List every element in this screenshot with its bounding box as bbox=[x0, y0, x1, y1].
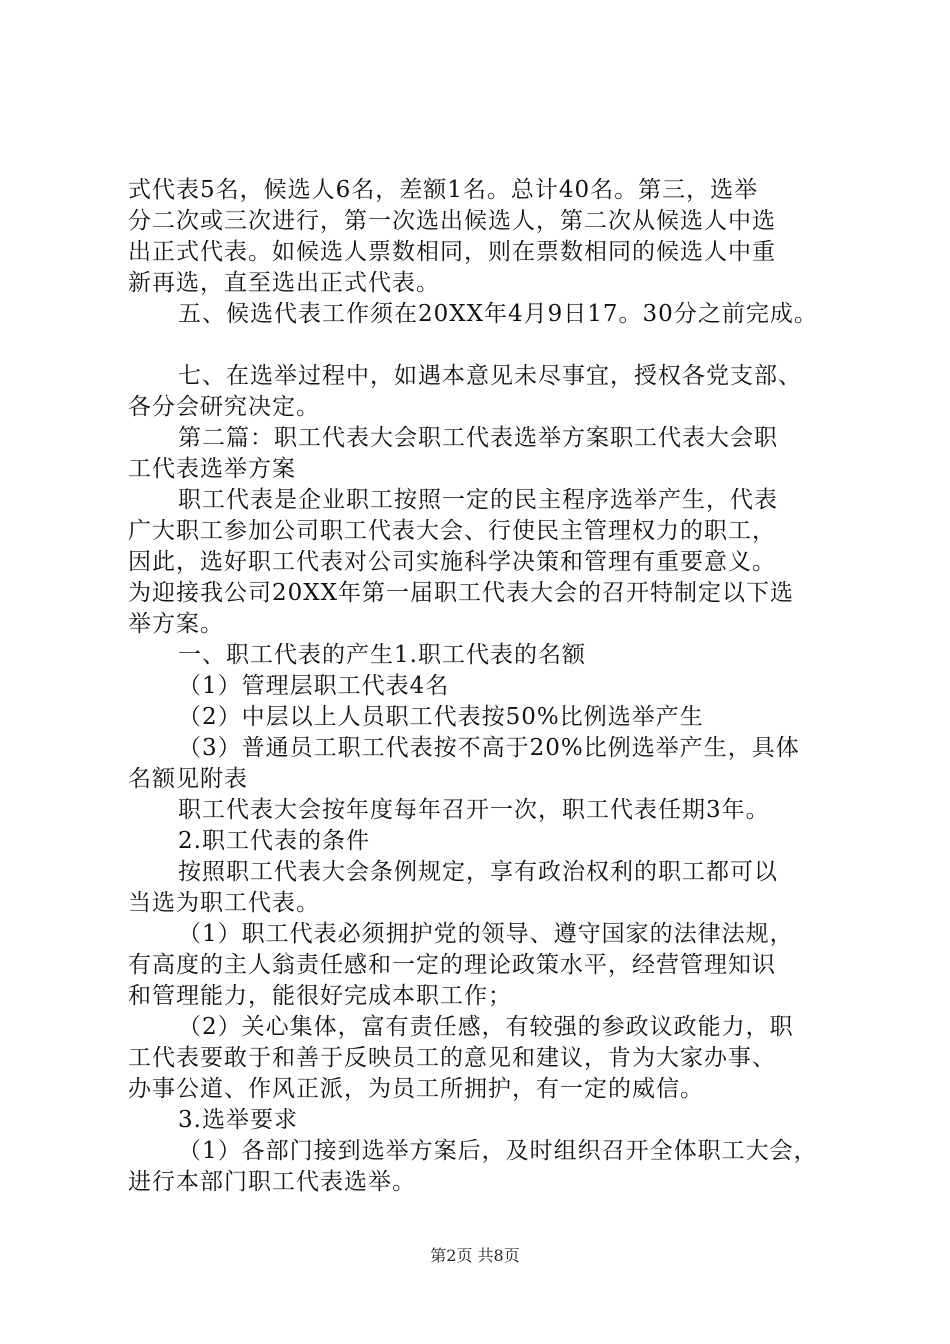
text-line: 式代表5名，候选人6名，差额1名。总计40名。第三，选举 bbox=[128, 177, 759, 203]
page-footer: 第2页 共8页 bbox=[430, 1246, 520, 1265]
list-item: （1）职工代表必须拥护党的领导、遵守国家的法律法规， bbox=[178, 921, 794, 947]
section-heading: 工代表选举方案 bbox=[128, 456, 296, 482]
list-item: （2）中层以上人员职工代表按50%比例选举产生 bbox=[178, 704, 704, 730]
text-line: 和管理能力，能很好完成本职工作； bbox=[128, 983, 512, 1009]
text-line: 举方案。 bbox=[128, 611, 224, 637]
text-line: 工代表要敢于和善于反映员工的意见和建议，肯为大家办事、 bbox=[128, 1045, 776, 1071]
text-line: 办事公道、作风正派，为员工所拥护，有一定的威信。 bbox=[128, 1076, 704, 1102]
text-line: 2.职工代表的条件 bbox=[178, 828, 370, 854]
text-line: 3.选举要求 bbox=[178, 1107, 298, 1133]
text-line: 五、候选代表工作须在20XX年4月9日17。30分之前完成。 bbox=[178, 301, 818, 327]
text-line: 当选为职工代表。 bbox=[128, 890, 320, 916]
list-item: （2）关心集体，富有责任感，有较强的参政议政能力，职 bbox=[178, 1014, 794, 1040]
section-heading: 第二篇：职工代表大会职工代表选举方案职工代表大会职 bbox=[178, 425, 778, 451]
text-line: 分二次或三次进行，第一次选出候选人，第二次从候选人中选 bbox=[128, 208, 776, 234]
list-item: （3）普通员工职工代表按不高于20%比例选举产生，具体 bbox=[178, 735, 800, 761]
text-line: 新再选，直至选出正式代表。 bbox=[128, 270, 440, 296]
text-line: 各分会研究决定。 bbox=[128, 394, 320, 420]
text-line: 进行本部门职工代表选举。 bbox=[128, 1169, 416, 1195]
text-line: 出正式代表。如候选人票数相同，则在票数相同的候选人中重 bbox=[128, 239, 776, 265]
text-line: 广大职工参加公司职工代表大会、行使民主管理权力的职工， bbox=[128, 518, 776, 544]
list-item: （1）管理层职工代表4名 bbox=[178, 673, 450, 699]
text-line: 按照职工代表大会条例规定，享有政治权利的职工都可以 bbox=[178, 859, 778, 885]
text-line: 有高度的主人翁责任感和一定的理论政策水平，经营管理知识 bbox=[128, 952, 776, 978]
text-line: 名额见附表 bbox=[128, 766, 248, 792]
text-line: 因此，选好职工代表对公司实施科学决策和管理有重要意义。 bbox=[128, 549, 776, 575]
text-line: 职工代表大会按年度每年召开一次，职工代表任期3年。 bbox=[178, 797, 770, 823]
text-line: 职工代表是企业职工按照一定的民主程序选举产生，代表 bbox=[178, 487, 778, 513]
list-item: （1）各部门接到选举方案后，及时组织召开全体职工大会， bbox=[178, 1138, 818, 1164]
text-line: 一、职工代表的产生1.职工代表的名额 bbox=[178, 642, 586, 668]
text-line: 为迎接我公司20XX年第一届职工代表大会的召开特制定以下选 bbox=[128, 580, 795, 606]
text-line: 七、在选举过程中，如遇本意见未尽事宜，授权各党支部、 bbox=[178, 363, 802, 389]
